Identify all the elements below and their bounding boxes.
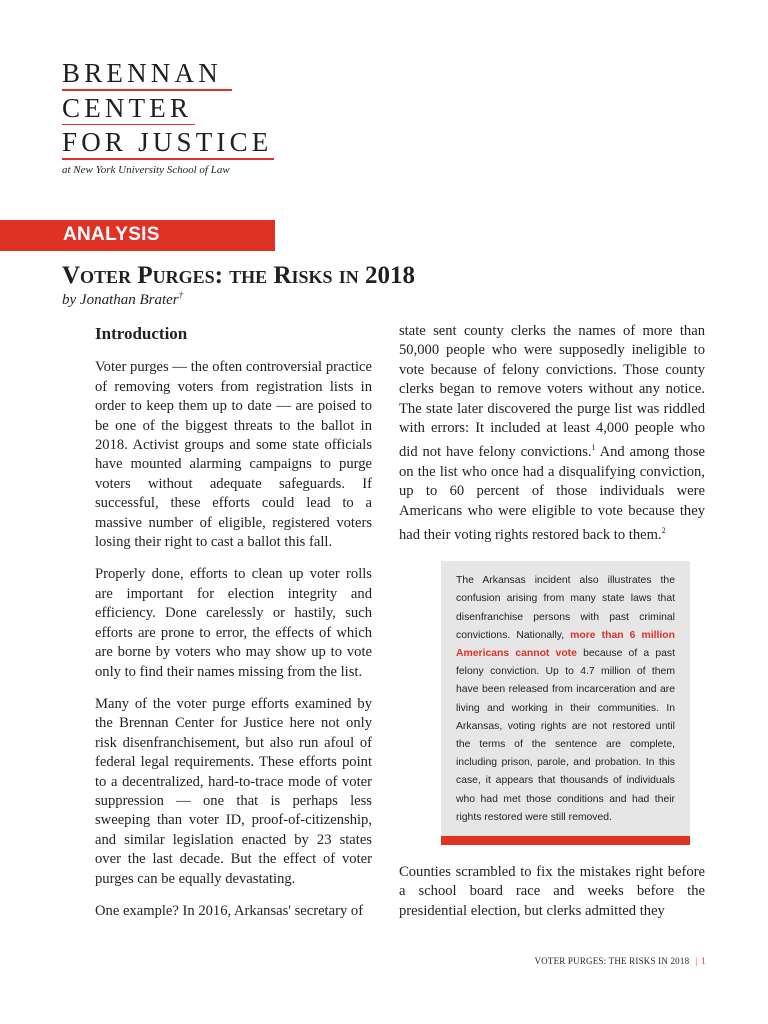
right-column — [399, 322, 705, 934]
body-paragraph: Voter purges — the often controversial practice of removing voters from registration lists in order to keep them up to date — are poised to be one of the biggest threats to the ballot in 2018. Activist groups and some state officials have mounted alarming campaigns to purge voters without adequate safeguards. If successful, these efforts could lead to a massive number of eligible, registered voters losing their right to cast a ballot this fall. — [95, 359, 372, 551]
logo-rule-1 — [62, 89, 232, 91]
body-paragraph — [399, 322, 705, 545]
callout-box — [441, 561, 690, 845]
page-number: 1 — [701, 956, 706, 966]
callout-text: The Arkansas incident also illustrates the confusion arising from many state laws that disenfranchise persons with past criminal convictions. Nationally, — [456, 575, 675, 641]
page-footer — [534, 956, 706, 966]
logo-rule-3 — [62, 158, 274, 160]
paragraph-text: state sent county clerks the names of more than 50,000 people who were supposedly ineligible to vote because of felony convictions. Those county clerks began to remove voters without any notice. The state later discovered the purge list was riddled with errors: It included at least 4,000 people who did not have felony convictions. — [399, 323, 705, 461]
callout-text: because of a past felony conviction. Up to 4.7 million of them have been released from incarceration and are living and working in their communities. In Arkansas, voting rights are not restored until the terms of the sentence are complete, including prison, parole, and probation. In this case, it appears that thousands of individuals who had met those conditions and had their rights restored were still removed. — [456, 648, 675, 823]
article-byline — [62, 290, 183, 309]
logo-line-3: FOR JUSTICE — [62, 127, 273, 157]
section-heading: Introduction — [95, 324, 188, 343]
callout-highlight: more than 6 million Americans cannot vote — [456, 629, 675, 659]
section-banner-label: ANALYSIS — [63, 224, 160, 245]
section-banner — [0, 220, 275, 251]
footnote-ref-1[interactable]: 1 — [591, 443, 596, 453]
body-paragraph: Many of the voter purge efforts examined by the Brennan Center for Justice here not only risk disenfranchisement, but also run afoul of federal legal requirements. These efforts point to a decentralized, hard-to-trace mode of voter suppression — one that is perhaps less sweeping than voter ID, proof-of-citizenship, and similar legislation enacted by 23 states over the last decade. But the effect of voter purges can be equally devastating. — [95, 695, 372, 887]
left-column — [95, 322, 372, 934]
footnote-ref-2[interactable]: 2 — [661, 525, 666, 535]
logo-rule-2 — [62, 124, 195, 126]
body-paragraph: Properly done, efforts to clean up voter rolls are important for election integrity and efficiency. Done carelessly or hastily, such efforts are prone to error, the effects of which are borne by voters who may show up to vote only to find their names missing from the list. — [95, 566, 372, 680]
article-title: Voter Purges: the Risks in 2018 — [62, 262, 416, 289]
brennan-center-logo — [62, 58, 274, 176]
paragraph-text: And among those on the list who once had a disqualifying conviction, up to 60 percent of those individuals were Americans who were eligible to vote because they had their voting rights restored back to them. — [399, 444, 705, 543]
logo-subtitle: at New York University School of Law — [62, 163, 230, 176]
footer-separator: | — [695, 956, 698, 966]
body-paragraph: One example? In 2016, Arkansas' secretary of — [95, 902, 364, 919]
running-title: VOTER PURGES: THE RISKS IN 2018 — [534, 956, 690, 966]
logo-line-1: BRENNAN — [62, 58, 222, 88]
body-paragraph: Counties scrambled to fix the mistakes right before a school board race and weeks before the presidential election, but clerks admitted they — [399, 864, 705, 919]
byline-footnote-mark: † — [178, 290, 184, 300]
byline-text: by Jonathan Brater — [62, 292, 179, 308]
logo-line-2: CENTER — [62, 92, 193, 123]
